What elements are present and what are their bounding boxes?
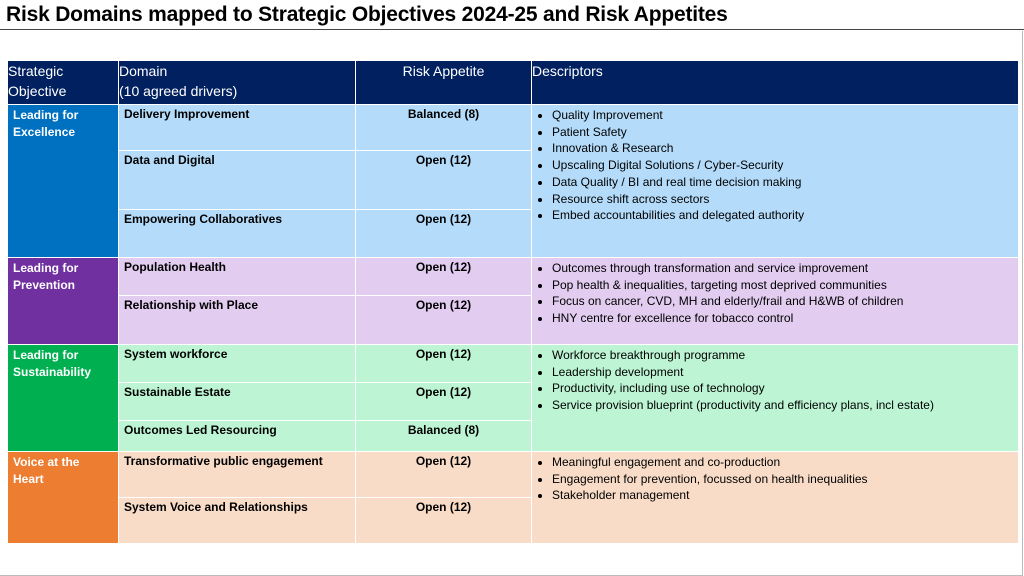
page-title: Risk Domains mapped to Strategic Objectives 2024-25 and Risk Appetites <box>6 3 728 26</box>
list-item: • Engagement for prevention, focussed on health inequalities <box>552 471 1013 488</box>
descriptors-excellence <box>532 105 1019 258</box>
list-item: • Pop health & inequalities, targeting most deprived communities <box>552 277 1013 294</box>
list-item: • Workforce breakthrough programme <box>552 347 1013 364</box>
domain-cell: Data and Digital <box>119 151 356 210</box>
header-strategic-objective: Strategic Objective <box>8 61 119 105</box>
descriptors-voice <box>532 452 1019 544</box>
appetite-cell: Balanced (8) <box>356 421 532 452</box>
appetite-cell: Open (12) <box>356 210 532 258</box>
table-row <box>8 345 1019 383</box>
risk-domains-table <box>7 60 1019 544</box>
list-item: • Meaningful engagement and co-production <box>552 454 1013 471</box>
domain-cell: Outcomes Led Resourcing <box>119 421 356 452</box>
table-header-row <box>8 61 1019 105</box>
list-item: • Innovation & Research <box>552 140 1013 157</box>
appetite-cell: Open (12) <box>356 296 532 345</box>
descriptors-prevention <box>532 258 1019 345</box>
list-item: • Data Quality / BI and real time decision making <box>552 174 1013 191</box>
list-item: • Embed accountabilities and delegated authority <box>552 207 1013 224</box>
header-descriptors: Descriptors <box>532 61 1019 105</box>
objective-voice: Voice at the Heart <box>8 452 119 544</box>
list-item: • Resource shift across sectors <box>552 191 1013 208</box>
header-domain: Domain (10 agreed drivers) <box>119 61 356 105</box>
list-item: • Focus on cancer, CVD, MH and elderly/frail and H&WB of children <box>552 293 1013 310</box>
descriptors-sustainability <box>532 345 1019 452</box>
appetite-cell: Open (12) <box>356 151 532 210</box>
objective-sustainability: Leading for Sustainability <box>8 345 119 452</box>
title-divider <box>0 29 1024 30</box>
domain-cell: Transformative public engagement <box>119 452 356 498</box>
table-row <box>8 452 1019 498</box>
domain-cell: System workforce <box>119 345 356 383</box>
list-item: • Quality Improvement <box>552 107 1013 124</box>
appetite-cell: Open (12) <box>356 258 532 296</box>
list-item: • Outcomes through transformation and service improvement <box>552 260 1013 277</box>
domain-cell: Relationship with Place <box>119 296 356 345</box>
table-row <box>8 258 1019 296</box>
domain-cell: Delivery Improvement <box>119 105 356 151</box>
domain-cell: Population Health <box>119 258 356 296</box>
appetite-cell: Open (12) <box>356 345 532 383</box>
objective-prevention: Leading for Prevention <box>8 258 119 345</box>
list-item: • Patient Safety <box>552 124 1013 141</box>
appetite-cell: Open (12) <box>356 383 532 421</box>
appetite-cell: Balanced (8) <box>356 105 532 151</box>
list-item: • HNY centre for excellence for tobacco control <box>552 310 1013 327</box>
objective-excellence: Leading for Excellence <box>8 105 119 258</box>
domain-cell: Empowering Collaboratives <box>119 210 356 258</box>
list-item: • Upscaling Digital Solutions / Cyber-Security <box>552 157 1013 174</box>
list-item: • Stakeholder management <box>552 487 1013 504</box>
domain-cell: Sustainable Estate <box>119 383 356 421</box>
appetite-cell: Open (12) <box>356 498 532 544</box>
list-item: • Leadership development <box>552 364 1013 381</box>
list-item: • Service provision blueprint (productivity and efficiency plans, incl estate) <box>552 397 1013 414</box>
appetite-cell: Open (12) <box>356 452 532 498</box>
domain-cell: System Voice and Relationships <box>119 498 356 544</box>
table-row <box>8 105 1019 151</box>
list-item: • Productivity, including use of technology <box>552 380 1013 397</box>
header-risk-appetite: Risk Appetite <box>356 61 532 105</box>
